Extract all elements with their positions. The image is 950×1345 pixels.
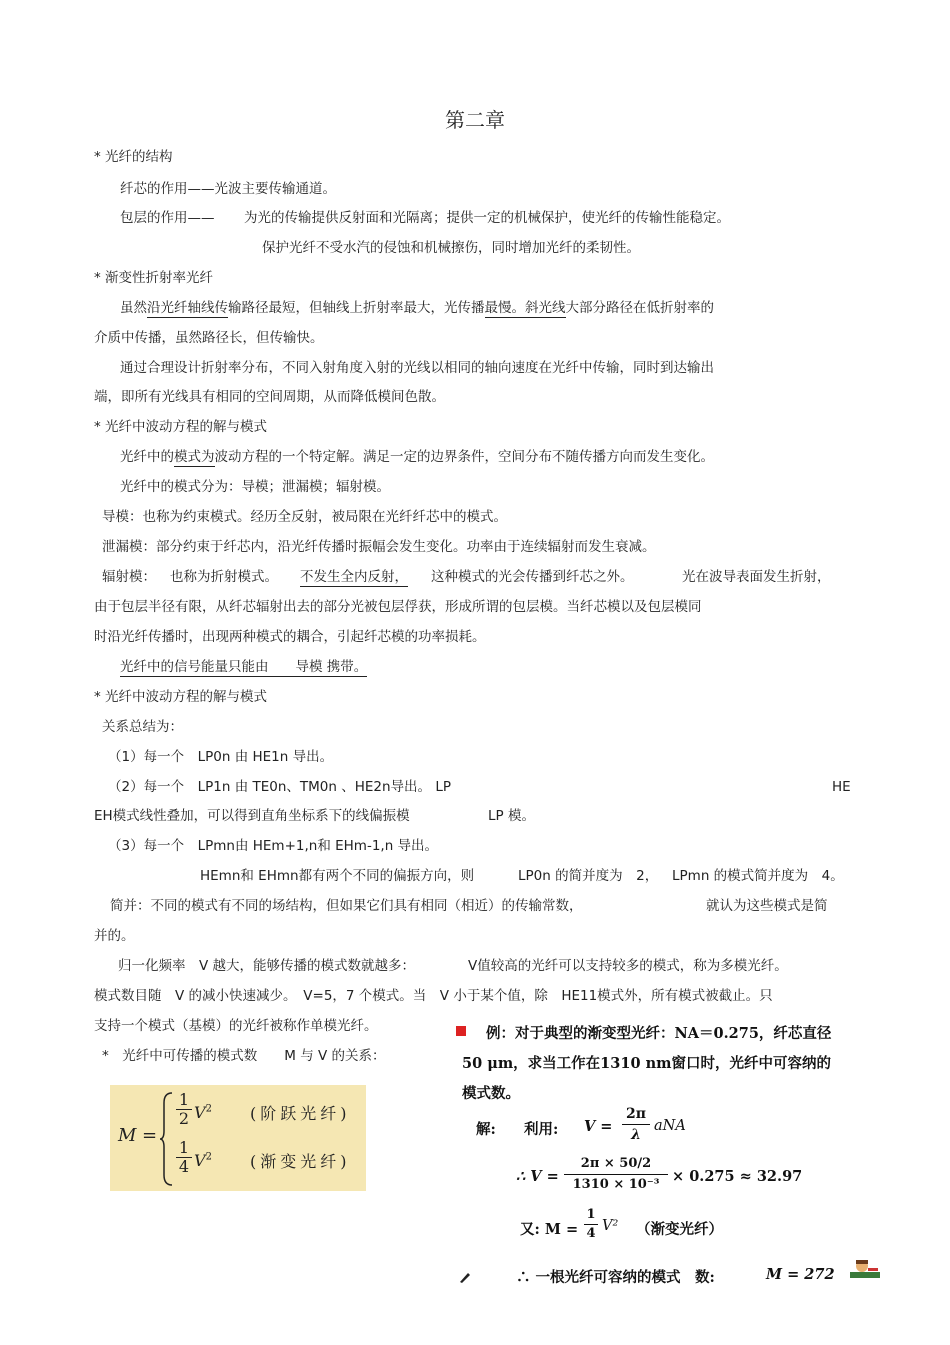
variable: V bbox=[194, 1103, 206, 1122]
eq2-fraction bbox=[564, 1154, 668, 1195]
single-mode-text: 支持一个模式（基模）的光纤被称作单模光纤。 bbox=[94, 1018, 378, 1034]
underlined-mode-text: 模式为 bbox=[174, 449, 215, 465]
mode-types: 光纤中的模式分为：导模；泄漏模；辐射模。 bbox=[120, 479, 390, 495]
core-role-text: 纤芯的作用——光波主要传输通道。 bbox=[120, 181, 336, 197]
radiation-mode-alias: 也称为折射模式。 bbox=[170, 569, 278, 585]
example-line-1: 例：对于典型的渐变型光纤：NA＝0.275，纤芯直径 bbox=[486, 1025, 832, 1042]
eq2-lhs: ∴ V = bbox=[516, 1168, 559, 1185]
relation-item-3: （3）每一个 LPmn由 HEm+1,n和 EHm-1,n 导出。 bbox=[108, 838, 439, 854]
cartoon-figure-icon bbox=[848, 1258, 882, 1284]
formula-row1-label: (阶跃光纤) bbox=[250, 1104, 351, 1123]
text-segment: 导模 携带。 bbox=[295, 659, 368, 675]
fraction-numerator: 2π bbox=[626, 1106, 646, 1122]
graded-paragraph-line1 bbox=[120, 299, 714, 317]
underlined-signal-energy bbox=[120, 659, 367, 677]
degenerate-def-a: 简并：不同的模式有不同的场结构，但如果它们具有相同（相近）的传输常数， bbox=[110, 898, 583, 914]
exponent: 2 bbox=[205, 1103, 212, 1115]
eq2-rhs: × 0.275 ≈ 32.97 bbox=[672, 1168, 803, 1185]
degenerate-def-c: 并的。 bbox=[94, 928, 135, 944]
cladding-role-text: 为光的传输提供反射面和光隔离；提供一定的机械保护，使光纤的传输性能稳定。 bbox=[244, 210, 730, 226]
text-segment: 光纤中的 bbox=[120, 449, 174, 465]
underlined-axis-text: 沿光纤轴线传 bbox=[147, 300, 228, 316]
fraction-denominator: 1310 × 10⁻³ bbox=[564, 1174, 668, 1195]
relation-item-2-cont: EH模式线性叠加，可以得到直角坐标系下的线偏振模 bbox=[94, 808, 410, 824]
fraction-denominator: λ bbox=[622, 1124, 650, 1145]
graded-paragraph2-line1: 通过合理设计折射率分布，不同入射角度入射的光线以相同的轴向速度在光纤中传输，同时到达输出 bbox=[120, 360, 714, 376]
eq1-rhs: aNA bbox=[654, 1118, 686, 1134]
text-segment: 输路径最短，但轴线上折射率最大，光传播 bbox=[228, 300, 485, 316]
section-heading-modes-2: * 光纤中波动方程的解与模式 bbox=[94, 689, 268, 705]
mode-count-formula bbox=[110, 1085, 366, 1191]
section-heading-modes: * 光纤中波动方程的解与模式 bbox=[94, 419, 268, 435]
formula-lhs: M bbox=[118, 1125, 137, 1146]
fraction-denominator: 4 bbox=[176, 1157, 192, 1176]
degeneracy-text-c: LPmn 的模式简并度为 4。 bbox=[672, 868, 844, 884]
degeneracy-text-a: HEmn和 EHmn都有两个不同的偏振方向，则 bbox=[200, 868, 475, 884]
fraction-numerator: 1 bbox=[178, 1090, 190, 1109]
radiation-mode-label: 辐射模： bbox=[102, 569, 156, 585]
pen-icon bbox=[458, 1270, 472, 1284]
graded-paragraph-line2: 介质中传播，虽然路径长，但传输快。 bbox=[94, 330, 324, 346]
section-heading-graded: * 渐变性折射率光纤 bbox=[94, 270, 214, 286]
underlined-slowest-text: 最慢。斜光线 bbox=[484, 300, 566, 316]
relation-item-2: （2）每一个 LP1n 由 TE0n、TM0n 、HE2n导出。 LP bbox=[108, 779, 452, 795]
fraction-numerator: 2π × 50/2 bbox=[580, 1156, 652, 1171]
formula-brace bbox=[160, 1091, 174, 1187]
signal-energy-text bbox=[120, 658, 367, 676]
no-total-reflection-text bbox=[300, 568, 408, 586]
text-segment: 光纤中的信号能量只能由 bbox=[120, 659, 269, 675]
guided-mode-text: 导模：也称为约束模式。经历全反射，被局限在光纤纤芯中的模式。 bbox=[102, 509, 507, 525]
cladding-mode-line1: 由于包层半径有限，从纤芯辐射出去的部分光被包层俘获，形成所谓的包层模。当纤芯模以及包层模同 bbox=[94, 599, 702, 615]
mode-count-text: 模式数目随 V 的减小快速减少。 V=5，7 个模式。当 V 小于某个值，除 HE11模式外，所有模式被截止。只 bbox=[94, 988, 773, 1004]
solution-use: 利用: bbox=[524, 1121, 559, 1138]
variable: V bbox=[194, 1151, 206, 1170]
final-answer-value: M = 272 bbox=[766, 1266, 835, 1283]
formula-row2-var bbox=[194, 1151, 212, 1170]
relation-item-2-he: HE bbox=[832, 779, 851, 795]
eq3-rhs: V² bbox=[602, 1218, 619, 1234]
formula-row1-frac bbox=[176, 1091, 192, 1128]
graded-paragraph2-line2: 端，即所有光线具有相同的空间周期，从而降低模间色散。 bbox=[94, 389, 445, 405]
leaky-mode-text: 泄漏模：部分约束于纤芯内，沿光纤传播时振幅会发生变化。功率由于连续辐射而发生衰减。 bbox=[102, 539, 656, 555]
formula-row1-var bbox=[194, 1103, 212, 1122]
fraction-denominator: 4 bbox=[584, 1224, 598, 1243]
fraction-numerator: 1 bbox=[586, 1207, 596, 1222]
cladding-role-label: 包层的作用—— bbox=[120, 210, 215, 226]
text-segment: 虽然 bbox=[120, 300, 147, 316]
eq3-fraction bbox=[584, 1206, 598, 1243]
fraction-denominator: 2 bbox=[176, 1109, 192, 1128]
eq3-lhs: 又: M = bbox=[520, 1221, 579, 1238]
eq1-lhs: V = bbox=[584, 1118, 613, 1135]
example-problem bbox=[452, 1018, 884, 1286]
eq1-fraction bbox=[622, 1104, 650, 1145]
final-answer-label: ∴ 一根光纤可容纳的模式 数: bbox=[516, 1269, 715, 1286]
normalized-freq-a: 归一化频率 V 越大，能够传播的模式数就越多： bbox=[118, 958, 416, 974]
m-v-relation-text: * 光纤中可传播的模式数 M 与 V 的关系： bbox=[102, 1048, 386, 1064]
degenerate-def-b: 就认为这些模式是简 bbox=[706, 898, 828, 914]
bullet-icon bbox=[456, 1026, 466, 1036]
radiation-mode-refraction: 光在波导表面发生折射， bbox=[682, 569, 831, 585]
mode-definition bbox=[120, 448, 714, 466]
degeneracy-text-b: LP0n 的简并度为 2， bbox=[518, 868, 659, 884]
cladding-mode-line2: 时沿光纤传播时，出现两种模式的耦合，引起纤芯模的功率损耗。 bbox=[94, 629, 486, 645]
text-segment: 大部分路径在低折射率的 bbox=[565, 300, 714, 316]
formula-row2-label: (渐变光纤) bbox=[250, 1152, 351, 1171]
section-heading-structure: * 光纤的结构 bbox=[94, 149, 173, 165]
chapter-title: 第二章 bbox=[445, 108, 505, 132]
solution-label: 解: bbox=[476, 1121, 496, 1138]
underlined-no-tir: 不发生全内反射， bbox=[300, 569, 408, 585]
relation-summary: 关系总结为： bbox=[102, 719, 183, 735]
example-line-2: 50 μm，求当工作在1310 nm窗口时，光纤中可容纳的 bbox=[462, 1055, 831, 1072]
example-line-3: 模式数。 bbox=[462, 1085, 520, 1102]
radiation-mode-desc: 这种模式的光会传播到纤芯之外。 bbox=[431, 569, 634, 585]
formula-eq: = bbox=[142, 1125, 158, 1146]
relation-item-2-lp: LP 模。 bbox=[488, 808, 535, 824]
relation-item-1: （1）每一个 LP0n 由 HE1n 导出。 bbox=[108, 749, 334, 765]
text-segment: 波动方程的一个特定解。满足一定的边界条件，空间分布不随传播方向而发生变化。 bbox=[214, 449, 714, 465]
eq3-label: （渐变光纤） bbox=[636, 1221, 723, 1238]
exponent: 2 bbox=[205, 1151, 212, 1163]
normalized-freq-b: V值较高的光纤可以支持较多的模式，称为多模光纤。 bbox=[468, 958, 788, 974]
coating-role-text: 保护光纤不受水汽的侵蚀和机械擦伤，同时增加光纤的柔韧性。 bbox=[262, 240, 640, 256]
formula-row2-frac bbox=[176, 1139, 192, 1176]
fraction-numerator: 1 bbox=[178, 1138, 190, 1157]
